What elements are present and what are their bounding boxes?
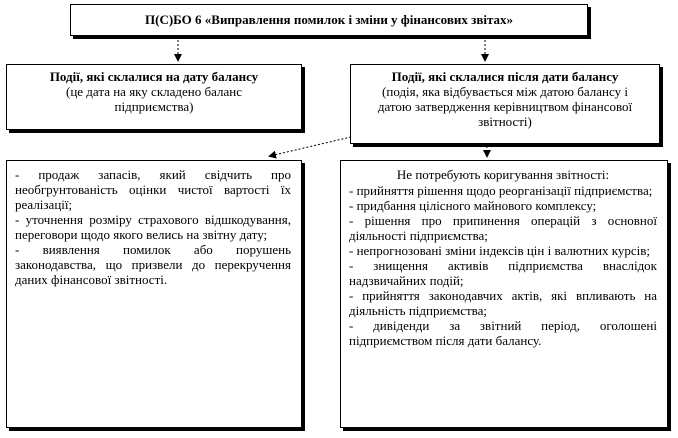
right-list-item: - прийняття законодавчих актів, які впливають на діяльність підприємства;: [349, 288, 657, 318]
left-category-title: Події, які склалися на дату балансу: [49, 69, 259, 84]
left-category-subtitle: (це дата на яку складено баланс підприємства): [66, 84, 242, 114]
left-list-item: - уточнення розміру страхового відшкодування, переговори щодо якого велись на звітну дату;: [15, 212, 291, 242]
right-category-box: [350, 64, 660, 144]
left-examples-box: [6, 160, 302, 428]
right-category-subtitle: (подія, яка відбувається між датою балансу і датою затвердження керівництвом фінансової звітності): [377, 84, 633, 129]
right-list-item: - рішення про припинення операцій з основної діяльності підприємства;: [349, 213, 657, 243]
right-list-item: - дивіденди за звітний період, оголошені підприємством після дати балансу.: [349, 318, 657, 348]
arrow-right-to-left-list: [270, 136, 355, 156]
left-category-box: [6, 64, 302, 130]
right-list-item: - знищення активів підприємства внаслідок надзвичайних подій;: [349, 258, 657, 288]
right-examples-box: [340, 160, 668, 428]
right-list-item: - непрогнозовані зміни індексів цін і валютних курсів;: [349, 243, 650, 258]
left-list-item: - продаж запасів, який свідчить про необгрунтованість оцінки чистої вартості їх реалізації;: [15, 167, 291, 212]
right-list-item: - прийняття рішення щодо реорганізації підприємства;: [349, 183, 653, 198]
left-list-item: - виявлення помилок або порушень законодавства, що призвели до перекручення даних фінансової звітності.: [15, 242, 291, 287]
right-list-heading: Не потребують коригування звітності:: [396, 167, 610, 182]
top-standard-box: [70, 4, 588, 36]
right-category-title: Події, які склалися після дати балансу: [391, 69, 619, 84]
right-list-item: - придбання цілісного майнового комплексу;: [349, 198, 597, 213]
top-standard-title: П(С)БО 6 «Виправлення помилок і зміни у фінансових звітах»: [145, 12, 513, 27]
